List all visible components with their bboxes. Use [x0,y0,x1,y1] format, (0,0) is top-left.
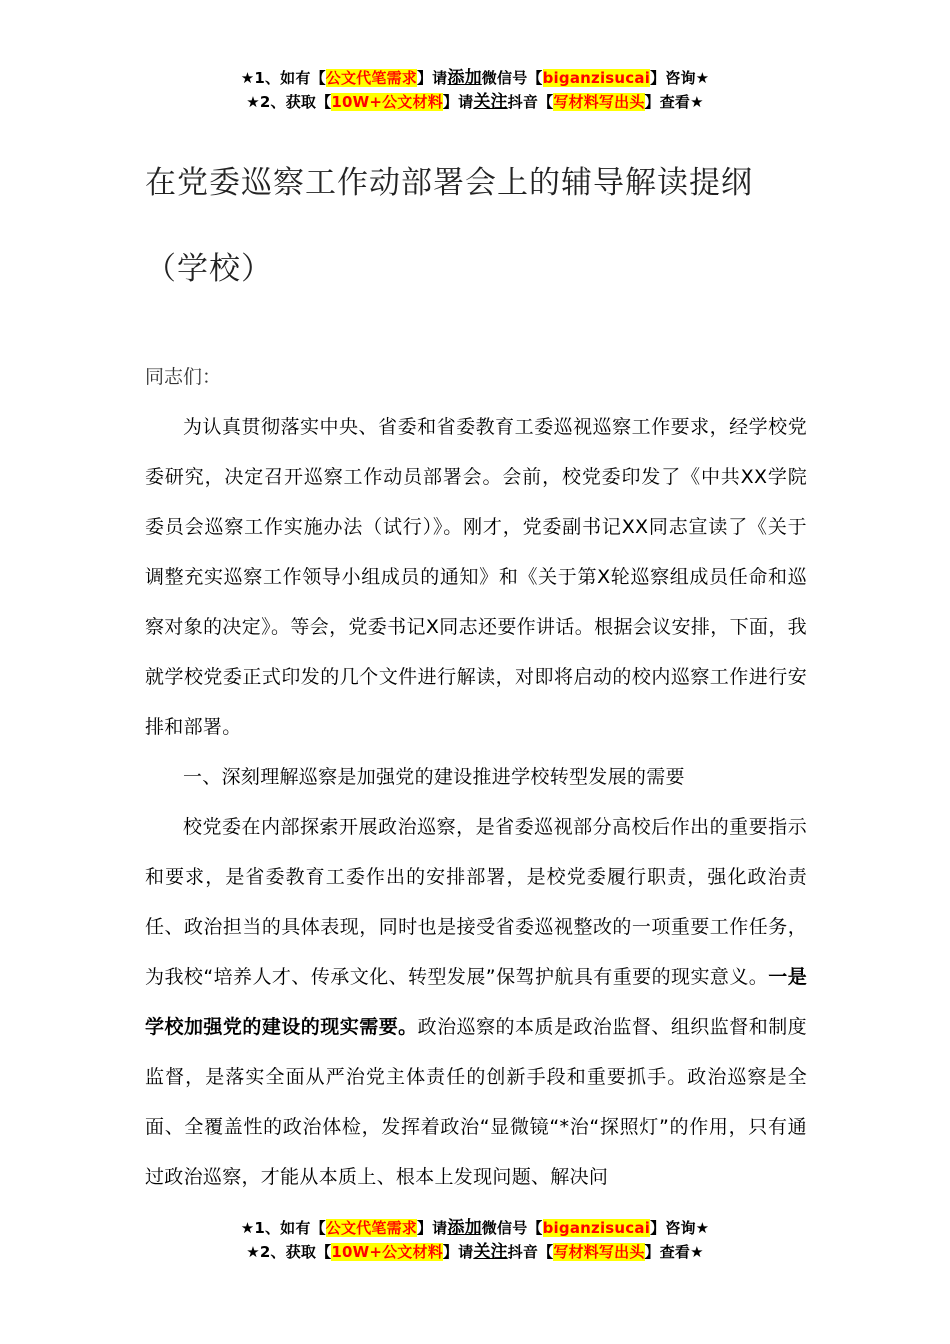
banner-line-1: ★1、如有【公文代笔需求】请添加微信号【biganzisucai】咨询★ [240,1218,710,1238]
banner-line-2: ★2、获取【10W+公文材料】请关注抖音【写材料写出头】查看★ [246,92,704,112]
highlight-materials: 10W+公文材料 [331,1243,443,1261]
highlight-service: 公文代笔需求 [325,69,417,87]
greeting: 同志们： [145,366,222,388]
top-banner [0,66,950,114]
section-heading-1: 一、深刻理解巡察是加强党的建设推进学校转型发展的需要 [183,766,685,788]
highlight-wechat-id: biganzisucai [542,1219,651,1237]
highlight-wechat-id: biganzisucai [542,69,651,87]
bottom-banner [0,1216,950,1264]
paragraph-section-1: 校党委在内部探索开展政治巡察，是省委巡视部分高校后作出的重要指示和要求，是省委教育工委作出的安排部署，是校党委履行职责，强化政治责任、政治担当的具体表现，同时也是接受省委巡视整改的一项重要工作任务，为我校“培养人才、传承文化、转型发展”保驾护航具有重要的现实意义。一是学校加强党的建设的现实需要。政治巡察的本质是政治监督、组织监督和制度监督，是落实全面从严治党主体责任的创新手段和重要抓手。政治巡察是全面、全覆盖性的政治体检，发挥着政治“显微镜“*治“探照灯”的作用，只有通过政治巡察，才能从本质上、根本上发现问题、解决问 [145,816,807,1188]
highlight-materials: 10W+公文材料 [331,93,443,111]
document-title: 在党委巡察工作动部署会上的辅导解读提纲（学校） [145,165,753,287]
banner-line-1: ★1、如有【公文代笔需求】请添加微信号【biganzisucai】咨询★ [240,68,710,88]
paragraph-intro: 为认真贯彻落实中央、省委和省委教育工委巡视巡察工作要求，经学校党委研究，决定召开巡察工作动员部署会。会前，校党委印发了《中共XX学院委员会巡察工作实施办法（试行）》。刚才，党委副书记XX同志宣读了《关于调整充实巡察工作领导小组成员的通知》和《关于第X轮巡察组成员任命和巡察对象的决定》。等会，党委书记X同志还要作讲话。根据会议安排，下面，我就学校党委正式印发的几个文件进行解读，对即将启动的校内巡察工作进行安排和部署。 [145,416,807,738]
bold-point-1: 一是学校加强党的建设的现实需要。 [145,966,807,1038]
highlight-douyin: 写材料写出头 [553,1243,645,1261]
highlight-service: 公文代笔需求 [325,1219,417,1237]
highlight-douyin: 写材料写出头 [553,93,645,111]
banner-line-2: ★2、获取【10W+公文材料】请关注抖音【写材料写出头】查看★ [246,1242,704,1262]
document-body [145,140,807,1202]
